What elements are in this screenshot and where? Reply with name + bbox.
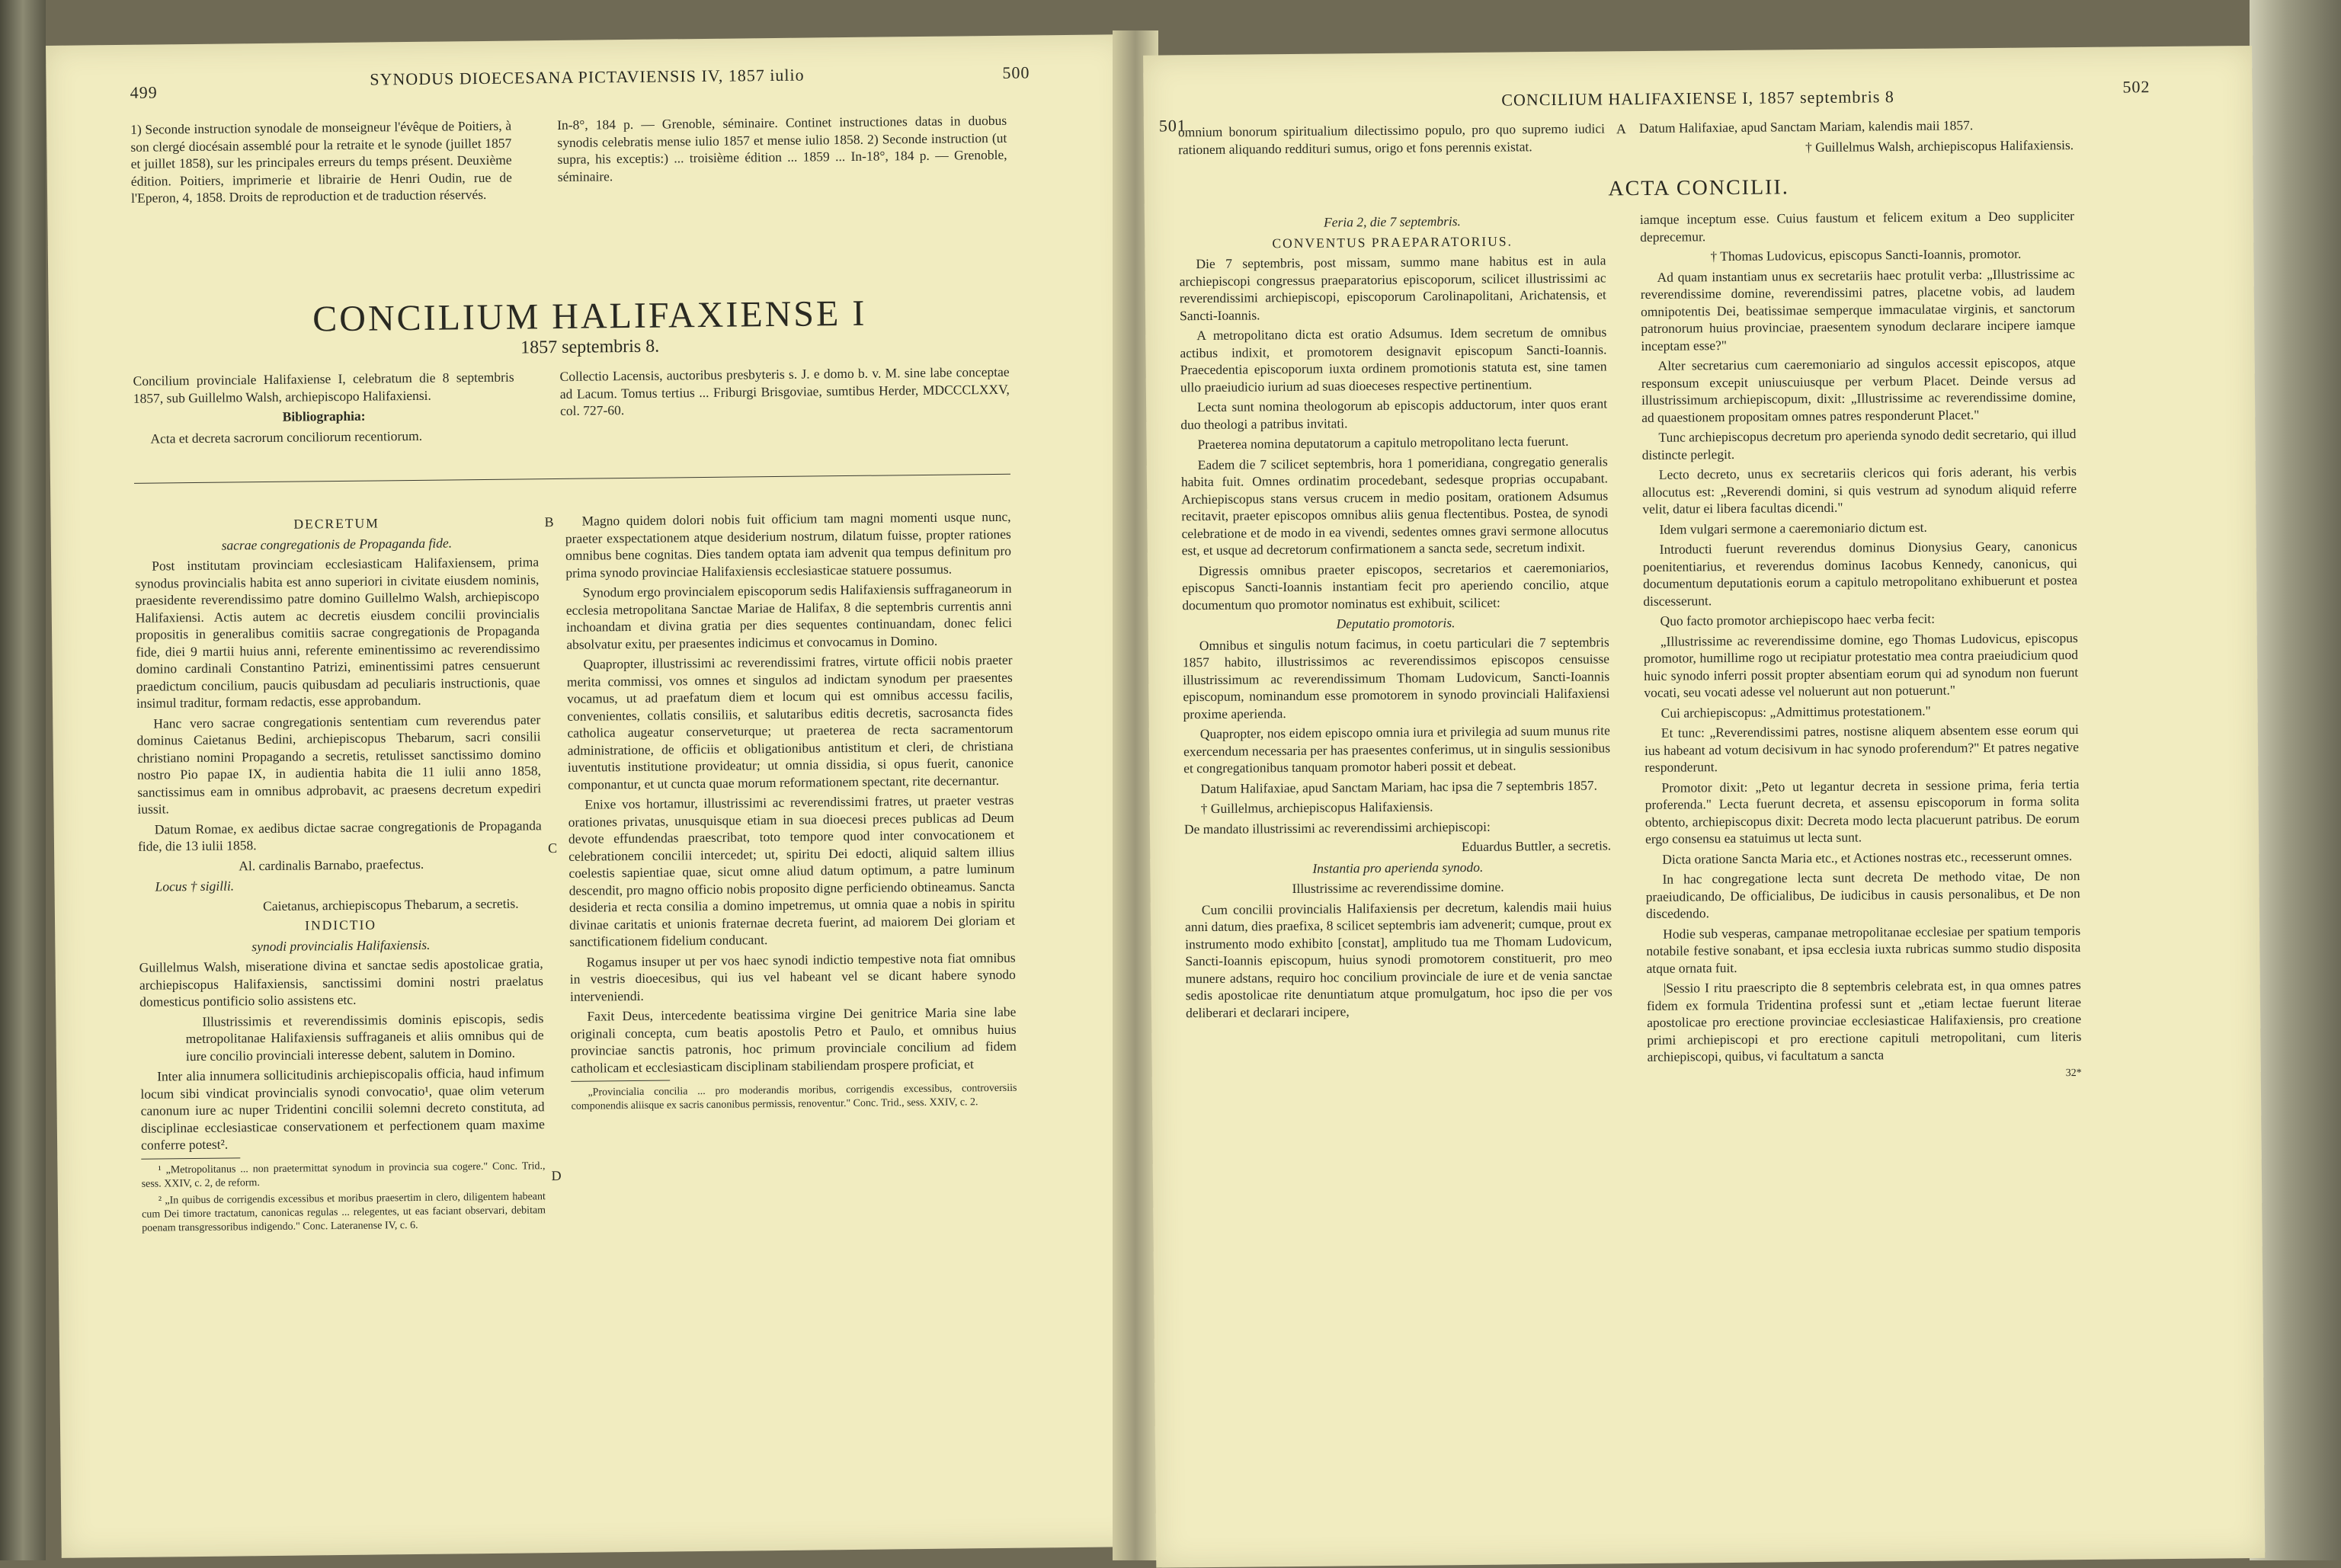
paragraph: Promotor dixit: „Peto ut legantur decreta in sessione prima, feria tertia proferenda." Lecta fuerunt decreta, et assensu episcoporum in forma solita obtento, archiepiscopus dixit: Decreta modo lecta placuerunt patribus. De eorum ergo consensu ea statuimus ut lecta sunt. [1644,776,2080,846]
intro-text: Concilium provinciale Halifaxiense I, celebratum die 8 septembris 1857, sub Guillelmo Walsh, archiepiscopo Halifaxiensi. [133,369,514,406]
note-text: In-8°, 184 p. — Grenoble, séminaire. Continet instructiones datas in duobus synodis celebratis mense iulio 1857 et mense iulio 1858. 2) Seconde instruction (ut supra, his exceptis:) ... troisième édition ... 1859 ... In-18°, 184 p. — Grenoble, séminaire. [557,112,1007,184]
left-page [46,34,1144,1558]
signature: Caietanus, archiepiscopus Thebarum, a secretis. [262,895,519,914]
paragraph: Datum Romae, ex aedibus dictae sacrae congregationis de Propaganda fide, die 13 iulii 1858. [137,817,542,854]
book-edge-left [0,0,46,1560]
intro-text: Collectio Lacensis, auctoribus presbyteris s. J. e domo b. v. M. sine labe conceptae ad Lacum. Tomus tertius ... Friburgi Brisgoviae, sumtibus Herder, MDCCCLXXV, col. 727-60. [559,363,1010,418]
signature: † Guillelmus, archiepiscopus Halifaxiensis. [1200,798,1433,817]
section-heading: INDICTIO [305,917,377,933]
footnote: ¹ „Metropolitanus ... non praetermittat synodum in provincia sua cogere." Conc. Trid., sess. XXIV, c. 2, de reform. [141,1160,546,1190]
paragraph: Enixe vos hortamur, illustrissimi ac reverendissimi fratres, ut praeter vestras orationes privatas, unusquisque etiam in sua dioecesi preces publicas ad Deum devote effundendas praescribat, toto tempore quod inter convocationem et celebrationem concilii intercedet; ut, spiritu Dei edocti, aliquid saltem illius coelestis sapientiae quae, sicut omne aliud datum optimum, a patre luminum descendit, pro magno officio nobis proposito digne perficiendo obtineamus. Sancta desideria et recta consilia a domino impetremus, ut omnia quae a nobis in spiritu divinae caritatis et unionis fraternae decreta fuerint, ad maiorem Dei gloriam et sanctificationem fidelium conducant. [568,792,1016,949]
paragraph: Omnibus et singulis notum facimus, in coetu particulari die 7 septembris 1857 habito, illustrissimos ac reverendissimos episcopos censuisse illustrissimum ac reverendissimum Thomam Ludovicum, Sancti-Ioannis episcopum, nominandum esse promotorem in synodo provinciali Halifaxiensi proxime aperienda. [1182,633,1610,722]
paragraph: Et tunc: „Reverendissimi patres, nostisne aliquem absentem esse eorum qui ius habeant ad votum decisivum in hac synodo proferendum?" Et patres negative responderunt. [1644,722,2080,775]
paragraph: Hodie sub vesperas, campanae metropolitanae ecclesiae per spatium temporis notabile festive sonabant, et ipsa ecclesia iuxta rubricas summo studio disposita atque ornata fuit. [1646,922,2081,976]
paragraph: Dicta oratione Sancta Maria etc., et Actiones nostras etc., recesserunt omnes. [1662,847,2073,867]
paragraph: Post institutam provinciam ecclesiasticam Halifaxiensem, prima synodus provincialis habita est anno superiori in civitate eiusdem nominis, praesidente reverendissimo patre domino Guillelmo Walsh, archiepiscopo Halifaxiensi. Actis autem ac decretis eiusdem concilii provincialis propositis in generalibus comitiis sacrae congregationis de Propaganda fide, diei 9 martii huius anni, referente eminentissimo ac reverendissimo domino cardinali Constantino Patrizi, eminentissimi patres censuerunt praedictum concilium, paucis quibusdam ad peculiaris instructionis, quae insimul traditur, formam redactis, esse approbandum. [135,554,540,711]
left-column [1179,211,1612,1024]
right-column [565,508,1017,1117]
paragraph: Magno quidem dolori nobis fuit officium tam magni momenti usque nunc, praeter exspectationem atque desiderium nostrum, dilatum fuisse, propter rationes omnibus bene cognitas. Dies tandem optata iam advenit qua tempus definitum pro prima synodo provinciae Halifaxiensis ecclesiasticae statuere possumus. [565,508,1012,581]
bibliography-text: Acta et decreta sacrorum conciliorum recentiorum. [150,427,423,446]
intro-left [133,369,514,450]
paragraph: Datum Halifaxiae, apud Sanctam Mariam, hac ipsa die 7 septembris 1857. [1200,777,1598,796]
bibliography-label: Bibliographia: [282,408,366,424]
signature: Al. cardinalis Barnabo, praefectus. [239,856,424,873]
paragraph: Idem vulgari sermone a caeremoniario dictum est. [1659,519,1927,537]
page-number: 501 [1158,116,1187,136]
page-number: 500 [1002,62,1030,82]
page-number: 499 [130,82,158,102]
paragraph: „Illustrissime ac reverendissime domine, ego Thomas Ludovicus, episcopus promotor, humillime rogo ut recipiatur protestatio mea contra praeiudicium quod huic synodo inferri possit propter absentiam eorum qui ad synodum non fuerunt vocati, seu vocati adesse vel noluerunt aut non potuerunt." [1643,629,2079,700]
paragraph: Guillelmus Walsh, miseratione divina et sanctae sedis apostolicae gratia, archiepiscopus Halifaxiensis, sanctissimi domini nostri praelatus domesticus pontificio solio assistens etc. [139,955,543,1010]
margin-letter: B [544,514,554,530]
paragraph: omnium bonorum spiritualium dilectissimo populo, pro quo supremo iudici rationem aliquando reddituri sumus, origo et fons perennis existat. [1177,120,1606,157]
running-title: SYNODUS DIOECESANA PICTAVIENSIS IV, 1857 iulio [370,65,805,89]
running-title: CONCILIUM HALIFAXIENSE I, 1857 septembris 8 [1501,87,1894,110]
section-heading: Deputatio promotoris. [1336,615,1456,632]
paragraph: Die 7 septembris, post missam, summo mane habitus est in aula archiepiscopi congressus praeparatorius episcoporum, scilicet illustrissimi ac reverendissimi archiepiscopi, episcoporum Carolinapolitani, Arichatensis, et Sancti-Ioannis. [1179,252,1606,323]
salutation: Illustrissime ac reverendissime domine. [1292,878,1504,897]
section-heading: CONVENTUS PRAEPARATORIUS. [1272,232,1513,251]
paragraph: Datum Halifaxiae, apud Sanctam Mariam, kalendis maii 1857. [1638,117,1974,136]
right-page [1143,46,2265,1568]
running-head-left [46,62,1128,107]
top-note-left [130,117,512,210]
footnote-rule [571,1080,670,1081]
section-subheading: sacrae congregationis de Propaganda fide. [221,534,453,553]
right-column [1640,207,2082,1089]
paragraph: De mandato illustrissimi ac reverendissimi archiepiscopi: [1183,818,1491,837]
paragraph: Eadem die 7 scilicet septembris, hora 1 pomeridiana, congregatio generalis habita fuit. Omnes ordinatim procedebant, sedesque proprias occupabant. Archiepiscopus stans versus crucem in medio positam, orationem Adsumus recitavit, praeter episcopos omnibus aliis genua flectentibus. Postea, de synodi celebratione et de modo in ea vivendi, sedentes omnes gravi sermone allocutus est, et usque ad decretorum confirmationem a sancta sede, secretum indixit. [1180,453,1609,558]
intro-right [559,363,1010,423]
divider [134,474,1010,484]
paragraph: Tunc archiepiscopus decretum pro aperienda synodo dedit secretario, qui illud distincte perlegit. [1641,426,2077,462]
paragraph: Cui archiepiscopus: „Admittimus protestationem." [1660,702,1931,721]
top-right-text [1639,116,2074,160]
paragraph: iamque inceptum esse. Cuius faustum et felicem exitum a Deo suppliciter deprecemur. [1639,208,2075,245]
signature: † Guillelmus Walsh, archiepiscopus Halifaxiensis. [1805,136,2074,155]
signature-mark: 32* [2065,1067,2082,1079]
page-number: 502 [2122,77,2150,97]
top-left-text [1178,120,1605,161]
left-column [134,513,546,1238]
signature: Eduardus Buttler, a secretis. [1461,837,1612,855]
book-edge-right [2250,0,2341,1560]
paragraph: Quapropter, nos eidem episcopo omnia iura et privilegia ad suum munus rite exercendum necessaria per has praesentes conferimus, ut in singulis sessionibus et congregationibus tanquam promotor haberi possit et debeat. [1183,722,1611,776]
locus-sigilli: Locus † sigilli. [155,878,235,894]
paragraph: Faxit Deus, intercedente beatissima virgine Dei genitrice Maria sine labe originali concepta, cum beatis apostolis Petro et Paulo, et omnibus huius provinciae sanctis patronis, hoc primum provinciale concilium ad fidem catholicam et ecclesiasticam disciplinam stabiliendam prospere proficiat, et [570,1003,1017,1076]
paragraph: Cum concilii provincialis Halifaxiensis per decretum, kalendis maii huius anni datum, dies praefixa, 8 scilicet septembris iam advenerit; cumque, prout ex instrumento modo exhibito [constat], amplitudo tua me Thomam Ludovicum, Sancti-Ioannis episcopum, huius synodi promotorem constituerit, pro meo munere adstans, requiro hoc concilium provinciale de iure et de venia sanctae sedis apostolicae rite denuntiatum atque promulgatum, hoc ipso die per vos deliberari et declarari incipere, [1184,898,1612,1020]
paragraph: Praeterea nomina deputatorum a capitulo metropolitano lecta fuerunt. [1197,433,1569,453]
paragraph: |Sessio I ritu praescripto die 8 septembris celebrata est, in qua omnes patres fidem ex formula Tridentina professi sunt et „etiam lectae fuerunt literae apostolicae pro erectione provinciae ecclesiasticae Halifaxiensis, pro creatione primi archiepiscopi et pro erectione capituli metropolitani, cum literis archiepiscopi, quibus, vi facultatum a sancta [1646,977,2082,1064]
paragraph: Lecta sunt nomina theologorum ab episcopis adductorum, inter quos erant duo theologi a patribus invitati. [1180,395,1608,432]
paragraph: A metropolitano dicta est oratio Adsumus. Idem secretum de omnibus actibus indixit, et promotorem designavit episcopum Sancti-Ioannis. Praecedentia episcoporum iuxta ordinem promotionis statuta est, sine tamen ullo praeiudicio iurium ad suas dioeceses respective pertinentium. [1180,324,1607,395]
paragraph: Ad quam instantiam unus ex secretariis haec protulit verba: „Illustrissime ac reverendissime domine, reverendissimi patres, placetne vobis, ad laudem omnipotentis Dei, beatissimae semperque immaculatae virginis, et sanctorum patronorum huius provinciae, praesentem synodum declarare incipere iamque inceptam esse?" [1640,265,2076,354]
section-subheading: synodi provincialis Halifaxiensis. [251,936,431,954]
paragraph: Rogamus insuper ut per vos haec synodi indictio tempestive nota fiat omnibus in vestris dioecesibus, qui ius vel habeant vel se dicant habere synodo interveniendi. [569,949,1016,1004]
paragraph: Hanc vero sacrae congregationis sententiam cum reverendus pater dominus Caietanus Bedini, archiepiscopus Thebarum, sacri consilii christiano nomini Propagando a secretis, retulisset sanctissimo domino nostro Pio papae IX, in audientia habita die 11 iulii anno 1858, sanctissimus eam in omnibus adprobavit, ac praesens decretum expediri iussit. [136,711,542,817]
margin-letter: A [1616,121,1627,137]
paragraph: Lecto decreto, unus ex secretariis clericos qui foris aderant, his verbis allocutus est: „Reverendi domini, si quis vestrum ad synodum aliquid referre velit, datur ei libera facultas dicendi." [1641,463,2077,517]
footnote: „Provincialia concilia ... pro moderandis moribus, corrigendis excessibus, controversiis componendis aliisque ex sacris canonibus permissis, renoventur." Conc. Trid., sess. XXIV, c. 2. [571,1082,1017,1112]
paragraph: Synodum ergo provincialem episcoporum sedis Halifaxiensis suffraganeorum in ecclesia metropolitana Sanctae Mariae de Halifax, 8 die septembris currentis anni inchoandam et divina gratia per dies sequentes continuandam, donec felici absolvatur exitu, per praesentes indicimus et convocamus in Domino. [565,580,1013,652]
note-text: 1) Seconde instruction synodale de monseigneur l'évêque de Poitiers, à son clergé diocésain assemblé pour la retraite et le synode (juillet 1857 et juillet 1858), sur les principales erreurs du temps présent. Deuxième édition. Poitiers, imprimerie et librairie de Henri Oudin, rue de l'Eperon, 4, 1858. Droits de reproduction et de traduction réservés. [130,117,512,206]
section-heading: Instantia pro aperienda synodo. [1312,859,1484,876]
margin-letter: D [551,1167,562,1184]
paragraph: Quo facto promotor archiepiscopo haec verba fecit: [1660,610,1936,629]
paragraph: Inter alia innumera sollicitudinis archiepiscopalis officia, haud infimum locum sibi vindicat provincialis synodi convocatio¹, quae olim veterum canonum iure ac nuper Tridentini concilii solemni decreto constituta, ad disciplinae ecclesiasticae conservationem et perfectionem quam maxime conferre potest². [140,1064,545,1153]
signature: † Thomas Ludovicus, episcopus Sancti-Ioannis, promotor. [1710,245,2022,264]
paragraph: Alter secretarius cum caeremoniario ad singulos accessit episcopos, atque responsum excepit uniuscuiusque per verbum Placet. Deinde versus ad illustrissimum archiepiscopum, dixit: „Illustrissime ac reverendissime domine, ad quaestionem propositam omnes patres responderunt Placet." [1641,354,2077,425]
paragraph: In hac congregatione lecta sunt decreta De methodo vitae, De non praeiudicando, De officialibus, De iudicibus in causis personalibus, et De non discedendo. [1645,868,2080,921]
paragraph: Illustrissimis et reverendissimis dominis episcopis, sedis metropolitanae Halifaxiensis suffraganeis et aliis omnibus qui de iure concilio provinciali interesse debent, salutem in Domino. [185,1010,544,1064]
paragraph: Quapropter, illustrissimi ac reverendissimi fratres, virtute officii nobis praeter merita commissi, vos omnes et singulos ad indictam synodum per praesentes vocamus, ut ad praefatum diem et locum qui est omnibus accessu facilis, convenientes, collatis consiliis, et salutaribus editis decretis, sacrosancta fides catholica augeatur conserveturque; ut praeterea de recta sacramentorum administratione, de officiis et obligationibus antistitum et cleri, de christiana iuventutis institutione providеatur; ut omnia dissidia, si opus fuerit, canonice componantur, et ut cuncta quae morum reformationem spectant, rite decernantur. [566,651,1014,792]
footnote: ² „In quibus de corrigendis excessibus et moribus praesertim in clero, diligentem habeant cum Dei timore tractatum, canonicas regulas ... relegentes, ut eas faciant observari, debitam poenam transgressoribus indigendo." Conc. Lateranense IV, c. 6. [141,1190,546,1234]
margin-letter: C [547,840,558,856]
document-subtitle: 1857 septembris 8. [520,336,660,358]
section-heading: DECRETUM [293,515,379,532]
paragraph: Introducti fuerunt reverendus dominus Dionysius Geary, canonicus poenitentiarius, et reverendus dominus Iacobus Kennedy, canonicus, qui documentum deputationis eorum a capitulo metropolitano exhibuerunt et postea discesserunt. [1642,538,2078,609]
top-note-right [557,112,1007,188]
section-date: Feria 2, die 7 septembris. [1323,213,1461,230]
document-title: CONCILIUM HALIFAXIENSE I [312,293,867,340]
paragraph: Digressis omnibus praeter episcopos, secretarios et caeremoniarios, episcopus Sancti-Ioannis instantiam fecit pro aperiendo concilio, atque documentum quo promotor nominatus est exhibuit, scilicet: [1182,558,1609,613]
footnote-rule [141,1157,240,1159]
acta-heading: ACTA CONCILII. [1608,175,1789,201]
